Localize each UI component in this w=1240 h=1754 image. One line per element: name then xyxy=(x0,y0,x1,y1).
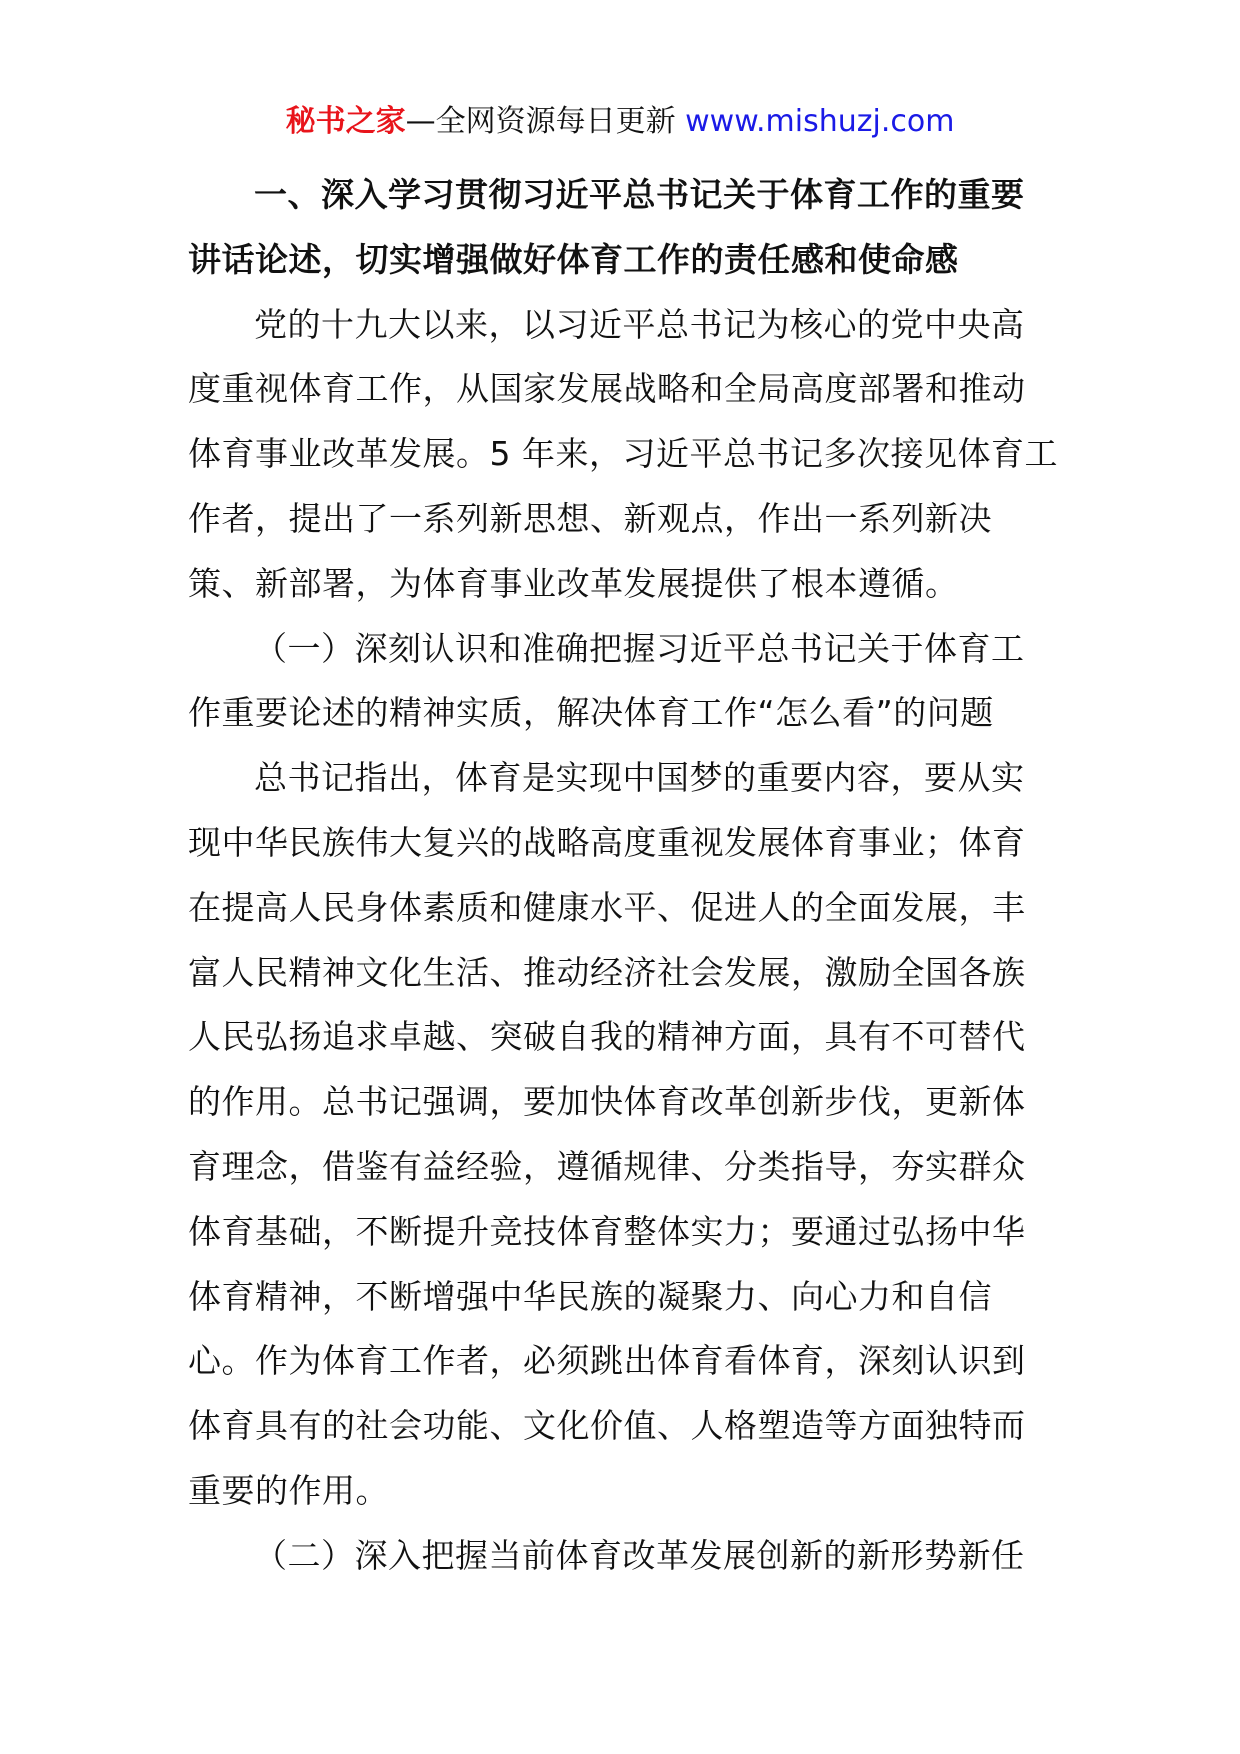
subsection-heading-line: （二）深入把握当前体育改革发展创新的新形势新任 xyxy=(254,1535,1025,1575)
paragraph-line: 育理念，借鉴有益经验，遵循规律、分类指导，夯实群众 xyxy=(188,1146,1026,1186)
paragraph-line: 体育事业改革发展。5 年来，习近平总书记多次接见体育工 xyxy=(188,434,1058,474)
paragraph-line: 体育具有的社会功能、文化价值、人格塑造等方面独特而 xyxy=(188,1406,1026,1446)
paragraph-line: 重要的作用。 xyxy=(188,1470,389,1510)
brand-name: 秘书之家 xyxy=(285,104,406,139)
paragraph-line: 度重视体育工作，从国家发展战略和全局高度部署和推动 xyxy=(188,369,1026,409)
section-heading-line: 一、深入学习贯彻习近平总书记关于体育工作的重要 xyxy=(254,175,1025,214)
paragraph-line: 的作用。总书记强调，要加快体育改革创新步伐，更新体 xyxy=(188,1082,1026,1122)
paragraph-line: 人民弘扬追求卓越、突破自我的精神方面，具有不可替代 xyxy=(188,1017,1026,1057)
paragraph-line: 党的十九大以来，以习近平总书记为核心的党中央高 xyxy=(254,304,1025,344)
subsection-heading-line: （一）深刻认识和准确把握习近平总书记关于体育工 xyxy=(254,628,1025,668)
paragraph-line: 策、新部署，为体育事业改革发展提供了根本遵循。 xyxy=(188,563,959,603)
paragraph-line: 现中华民族伟大复兴的战略高度重视发展体育事业；体育 xyxy=(188,822,1026,862)
subsection-heading-line: 作重要论述的精神实质，解决体育工作“怎么看”的问题 xyxy=(188,693,994,733)
paragraph-line: 在提高人民身体素质和健康水平、促进人的全面发展，丰 xyxy=(188,887,1026,927)
paragraph-line: 心。作为体育工作者，必须跳出体育看体育，深刻认识到 xyxy=(188,1341,1026,1381)
paragraph-line: 总书记指出，体育是实现中国梦的重要内容，要从实 xyxy=(254,758,1025,798)
paragraph-line: 体育基础，不断提升竞技体育整体实力；要通过弘扬中华 xyxy=(188,1211,1026,1251)
paragraph-line: 体育精神，不断增强中华民族的凝聚力、向心力和自信 xyxy=(188,1276,992,1316)
section-heading-line: 讲话论述，切实增强做好体育工作的责任感和使命感 xyxy=(188,239,959,279)
header-slogan: —全网资源每日更新 xyxy=(405,104,676,139)
paragraph-line: 富人民精神文化生活、推动经济社会发展，激励全国各族 xyxy=(188,952,1026,992)
paragraph-line: 作者，提出了一系列新思想、新观点，作出一系列新决 xyxy=(188,498,992,538)
site-url-link[interactable]: www.mishuzj.com xyxy=(685,104,955,139)
document-body xyxy=(188,163,1056,1589)
page-header xyxy=(0,100,1240,144)
